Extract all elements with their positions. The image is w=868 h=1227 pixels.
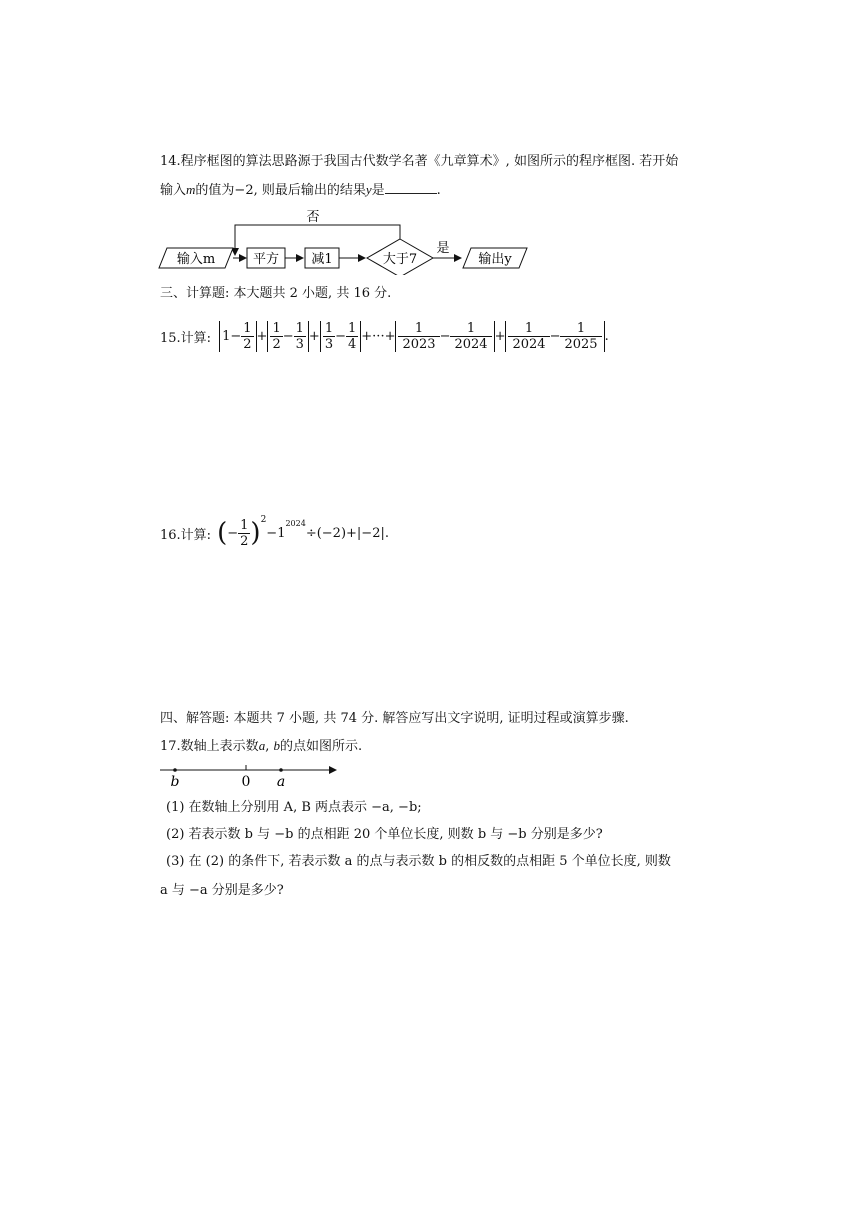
fraction: [560, 321, 601, 352]
abs-term-1: [219, 321, 256, 352]
q17-part1: (1) 在数轴上分别用 A, B 两点表示 −a, −b;: [166, 800, 422, 815]
op: −: [439, 328, 451, 344]
answer-blank[interactable]: [385, 181, 437, 194]
numerator: 1: [240, 517, 249, 533]
op: −: [335, 328, 346, 344]
op-dots: +···+: [361, 328, 396, 344]
q14-text-a: 输入: [160, 183, 187, 198]
numerator: 1: [348, 320, 357, 336]
q17-comma: ,: [265, 739, 270, 754]
abs-term-5: [505, 321, 604, 352]
point-b: [173, 768, 177, 772]
yes-label: 是: [436, 241, 450, 256]
q16-rest: ÷(−2)+|−2|: [305, 525, 385, 541]
q17-var-a: a: [258, 738, 266, 753]
q17-intro: [160, 737, 362, 756]
fraction: [294, 321, 306, 352]
q16-label: 16.计算:: [160, 527, 212, 543]
denominator: 4: [348, 336, 357, 352]
fraction: [270, 321, 282, 352]
numerator: 1: [243, 320, 252, 336]
label-a: a: [276, 774, 286, 790]
q16-minus-one: −1: [266, 525, 286, 541]
point-a: [279, 768, 283, 772]
op: −: [549, 328, 561, 344]
op-plus: +: [256, 328, 268, 344]
fraction: [323, 321, 335, 352]
q16-expression: [160, 513, 389, 553]
q17-part3-line2: a 与 −a 分别是多少?: [160, 883, 284, 898]
fraction: [508, 321, 549, 352]
input-label: 输入m: [176, 252, 216, 267]
q17-var-b: b: [273, 738, 280, 753]
q15-label: 15.计算:: [160, 330, 212, 346]
q17-text-c: 的点如图所示.: [279, 739, 363, 754]
label-zero: 0: [241, 774, 251, 790]
section3-heading: 三、计算题: 本大题共 2 小题, 共 16 分.: [160, 286, 392, 301]
q17-part2: (2) 若表示数 b 与 −b 的点相距 20 个单位长度, 则数 b 与 −b 分别是多少?: [166, 827, 603, 842]
op-plus: +: [308, 328, 320, 344]
no-label: 否: [306, 210, 320, 225]
denominator: 2: [243, 336, 252, 352]
q14-line1: 14.程序框图的算法思路源于我国古代数学名著《九章算术》, 如图所示的程序框图. 若开始: [160, 154, 679, 169]
q15-end: .: [604, 328, 609, 344]
op-plus: +: [494, 328, 506, 344]
numerator: 1: [295, 320, 304, 336]
q14-text-d: 是: [371, 183, 385, 198]
exponent-2: 2: [260, 515, 267, 525]
q14-end: .: [436, 183, 441, 198]
op: −: [282, 328, 294, 344]
q17-text-a: 17.数轴上表示数: [160, 739, 259, 754]
q14-var-y: y: [365, 182, 372, 197]
label-b: b: [170, 774, 180, 790]
q16-end: .: [384, 525, 389, 541]
abs-term-2: [267, 321, 308, 352]
denominator: 2023: [398, 336, 439, 352]
output-label: 输出y: [478, 252, 512, 267]
fraction: [238, 518, 250, 549]
denominator: 2: [240, 533, 249, 549]
op: −: [230, 328, 242, 344]
q14-text-b: 的值为: [195, 183, 235, 198]
flowchart: [155, 205, 535, 275]
numerator: 1: [272, 320, 281, 336]
fraction: [241, 321, 253, 352]
denominator: 2025: [560, 336, 601, 352]
q14-value: −2: [234, 183, 254, 198]
numerator: 1: [466, 320, 476, 336]
fraction: [450, 321, 491, 352]
square-label: 平方: [252, 252, 280, 267]
fraction: [346, 321, 358, 352]
num: 1: [222, 328, 231, 344]
fraction: [398, 321, 439, 352]
numerator: 1: [414, 320, 424, 336]
denominator: 2024: [450, 336, 491, 352]
condition-label: 大于7: [382, 252, 418, 267]
close-paren: ): [250, 518, 261, 548]
q14-text-c: , 则最后输出的结果: [253, 183, 366, 198]
denominator: 3: [295, 336, 304, 352]
q14-var-m: m: [186, 182, 196, 197]
denominator: 2: [272, 336, 281, 352]
q15-expression: [160, 315, 609, 357]
q14-line2: [160, 181, 441, 200]
numerator: 1: [576, 320, 586, 336]
open-paren: (: [217, 518, 228, 548]
neg-sign: −: [227, 525, 239, 541]
denominator: 2024: [508, 336, 549, 352]
abs-term-4: [395, 321, 494, 352]
minus1-label: 减1: [311, 252, 333, 267]
section4-heading: 四、解答题: 本题共 7 小题, 共 74 分. 解答应写出文字说明, 证明过程或演算步骤.: [160, 711, 629, 726]
numerator: 1: [324, 320, 334, 336]
exponent-2024: 2024: [285, 519, 306, 528]
denominator: 3: [324, 336, 334, 352]
abs-term-3: [320, 321, 361, 352]
q17-part3-line1: (3) 在 (2) 的条件下, 若表示数 a 的点与表示数 b 的相反数的点相距 5 个单位长度, 则数: [166, 854, 671, 869]
number-line: [158, 760, 343, 790]
numerator: 1: [524, 320, 534, 336]
